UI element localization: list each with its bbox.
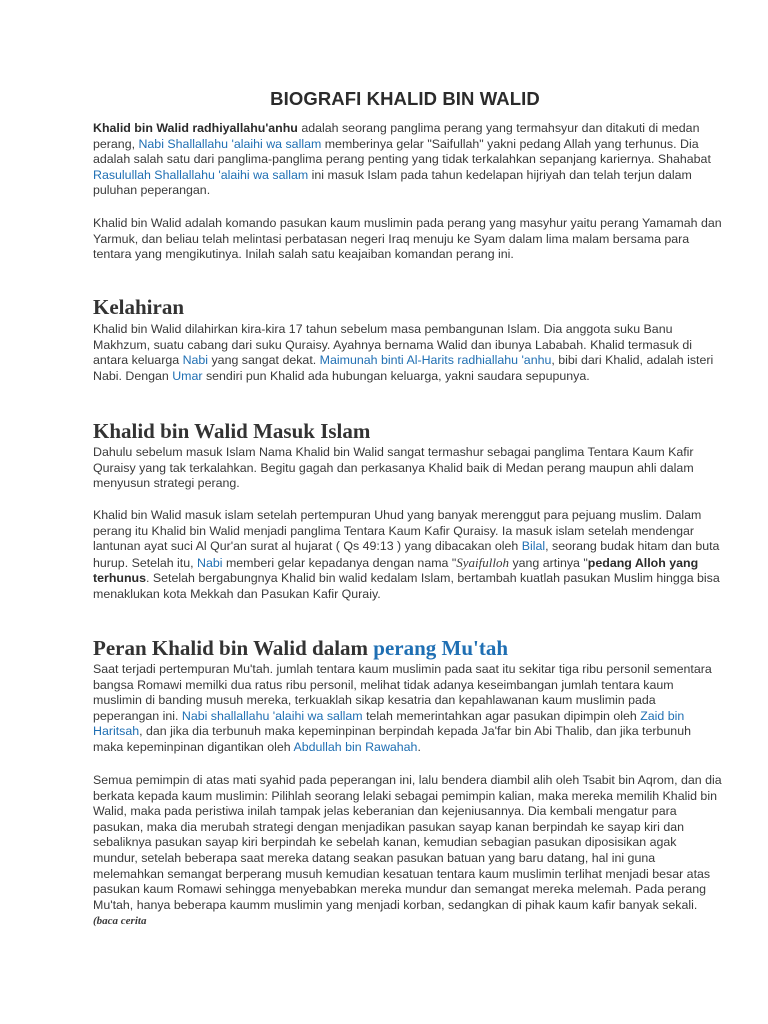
text-run: Semua pemimpin di atas mati syahid pada peperangan ini, lalu bendera diambil alih oleh Tsabit bin Aqrom, dan dia berkata kepada kaum muslimin: Pilihlah seorang lelaki sebagai pemimpin kalian, maka mereka memilih Khalid bin Walid, maka pada peristiwa inilah tampak jelas keberanian dan kejeniusannya. Dia kembali mengatur para pasukan, maka dia merubah strategi dengan menjadikan pasukan sayap kanan berpindah ke sayap kiri dan sebaliknya pasukan sayap kiri berpindah ke sebelah kanan, kemudian sebagian pasukan diposisikan agak mundur, setelah beberapa saat mereka datang seakan pasukan batuan yang baru datang, hal ini guna melemahkan semangat berperang musuh kemudian kesatuan tentara kaum muslimin terlihat menjadi besar atas pasukan kaum Romawi sehingga menyebabkan mereka mundur dan semangat mereka melemah. Pada perang Mu'tah, hanya beberapa kaumm muslimin yang menjadi korban, sedangkan di pihak kaum kafir banyak sekali.	[93, 773, 722, 912]
peran-paragraph-1	[93, 662, 723, 756]
text-run: adalah seorang panglima perang yang termahsyur dan ditakuti di medan perang,	[93, 121, 700, 151]
text-run: yang sangat dekat.	[208, 353, 320, 368]
intro-paragraph-1	[93, 121, 723, 199]
text-run: Khalid bin Walid dilahirkan kira-kira 17 tahun sebelum masa pembangunan Islam. Dia anggota suku Banu Makhzum, suatu cabang dari suku Quraisy. Ayahnya bernama Walid dan ibunya Lababah. Khalid termasuk di antara keluarga	[93, 322, 692, 368]
link-nabi-shallallahu[interactable]: Nabi shallallahu 'alaihi wa sallam	[181, 708, 363, 723]
link-zaid-bin-haritsah[interactable]: Zaid bin Haritsah	[93, 708, 685, 739]
link-perang-mutah[interactable]: perang Mu'tah	[373, 636, 509, 660]
heading-peran-mutah	[93, 636, 508, 660]
text-run: . Setelah bergabungnya Khalid bin walid kedalam Islam, bertambah kuatlah pasukan Muslim hingga bisa menaklukan kota Mekkah dan Pasukan Kafir Quraiy.	[93, 571, 720, 601]
kelahiran-paragraph	[93, 322, 723, 384]
text-run: .	[417, 739, 421, 754]
heading-kelahiran: Kelahiran	[93, 295, 185, 319]
heading-masuk-islam: Khalid bin Walid Masuk Islam	[93, 419, 371, 443]
link-abdullah-bin-rawahah[interactable]: Abdullah bin Rawahah	[293, 739, 418, 754]
link-nabi-shallallahu[interactable]: Nabi Shallallahu 'alaihi wa sallam	[138, 136, 322, 151]
masuk-islam-paragraph-1: Dahulu sebelum masuk Islam Nama Khalid bin Walid sangat termashur sebagai panglima Tentara Kaum Kafir Quraisy yang tak terkalahkan. Begitu gagah dan perkasanya Khalid baik di Medan perang maupun ahli dalam menyusun strategi perang.	[93, 445, 694, 491]
text-run: memberinya gelar "Saifullah" yakni pedang Allah yang terhunus. Dia adalah salah satu dari panglima-panglima perang penting yang tidak terkalahkan sepanjang kariernya. Shahabat	[93, 136, 711, 167]
link-nabi[interactable]: Nabi	[197, 555, 223, 570]
subject-name: Khalid bin Walid radhiyallahu'anhu	[93, 121, 298, 135]
page-title: BIOGRAFI KHALID BIN WALID	[270, 88, 540, 109]
bold-pedang-alloh: pedang Alloh yang terhunus	[93, 555, 699, 586]
heading-text: Peran Khalid bin Walid dalam	[93, 636, 374, 660]
intro-paragraph-2: Khalid bin Walid adalah komando pasukan kaum muslimin pada perang yang masyhur yaitu perang Yamamah dan Yarmuk, dan beliau telah melintasi perbatasan negeri Iraq menuju ke Syam dalam lima malam bersama para tentara yang mengikutinya. Inilah salah satu keajaiban komandan perang ini.	[93, 216, 722, 262]
masuk-islam-paragraph-2	[93, 508, 723, 603]
link-rasulullah[interactable]: Rasulullah Shallallahu 'alaihi wa sallam	[93, 167, 309, 182]
baca-cerita-text: (baca cerita	[93, 915, 147, 928]
text-run: telah memerintahkan agar pasukan dipimpin oleh	[362, 708, 641, 723]
link-nabi[interactable]: Nabi	[182, 353, 209, 368]
text-run: , dan jika dia terbunuh maka kepeminpinan berpindah kepada Ja'far bin Abi Thalib, dan jika terbunuh maka kepeminpinan digantikan oleh	[93, 724, 691, 754]
peran-paragraph-2	[93, 773, 723, 930]
text-run: sendiri pun Khalid ada hubungan keluarga, yakni saudara sepupunya.	[202, 368, 590, 383]
text-run: Khalid bin Walid masuk islam setelah pertempuran Uhud yang banyak merenggut para pejuang muslim. Dalam perang itu Khalid bin Walid menjadi panglima Tentara Kaum Kafir Quraisy. Ia masuk islam setelah mendengar lantunan ayat suci Al Qur'an surat al hujarat ( Qs 49:13 ) yang dibacakan oleh	[93, 508, 702, 554]
text-run: Saat terjadi pertempuran Mu'tah. jumlah tentara kaum muslimin pada saat itu sekitar tiga ribu personil sementara bangsa Romawi memilki dua ratus ribu personil, melihat tidak adanya keseimbangan jumlah tentara kaum muslimin di banding musuh mereka, terkuaklah sikap kesatria dan kepahlawanan kaum muslimin pada peperangan ini.	[93, 662, 712, 723]
link-maimunah[interactable]: Maimunah binti Al-Harits radhiallahu 'anhu	[319, 353, 552, 368]
text-run: memberi gelar kepadanya dengan nama "	[222, 555, 457, 570]
text-run: , bibi dari Khalid, adalah isteri Nabi. Dengan	[93, 353, 714, 383]
link-bilal[interactable]: Bilal	[521, 539, 546, 554]
text-run: ini masuk Islam pada tahun kedelapan hijriyah dan telah terjun dalam puluhan peperangan.	[93, 167, 692, 198]
link-umar[interactable]: Umar	[172, 368, 203, 383]
text-run: , seorang budak hitam dan buta hurup. Setelah itu,	[93, 539, 720, 570]
italic-syaifulloh: Syaifulloh	[456, 554, 509, 570]
text-run: yang artinya "	[509, 555, 588, 570]
